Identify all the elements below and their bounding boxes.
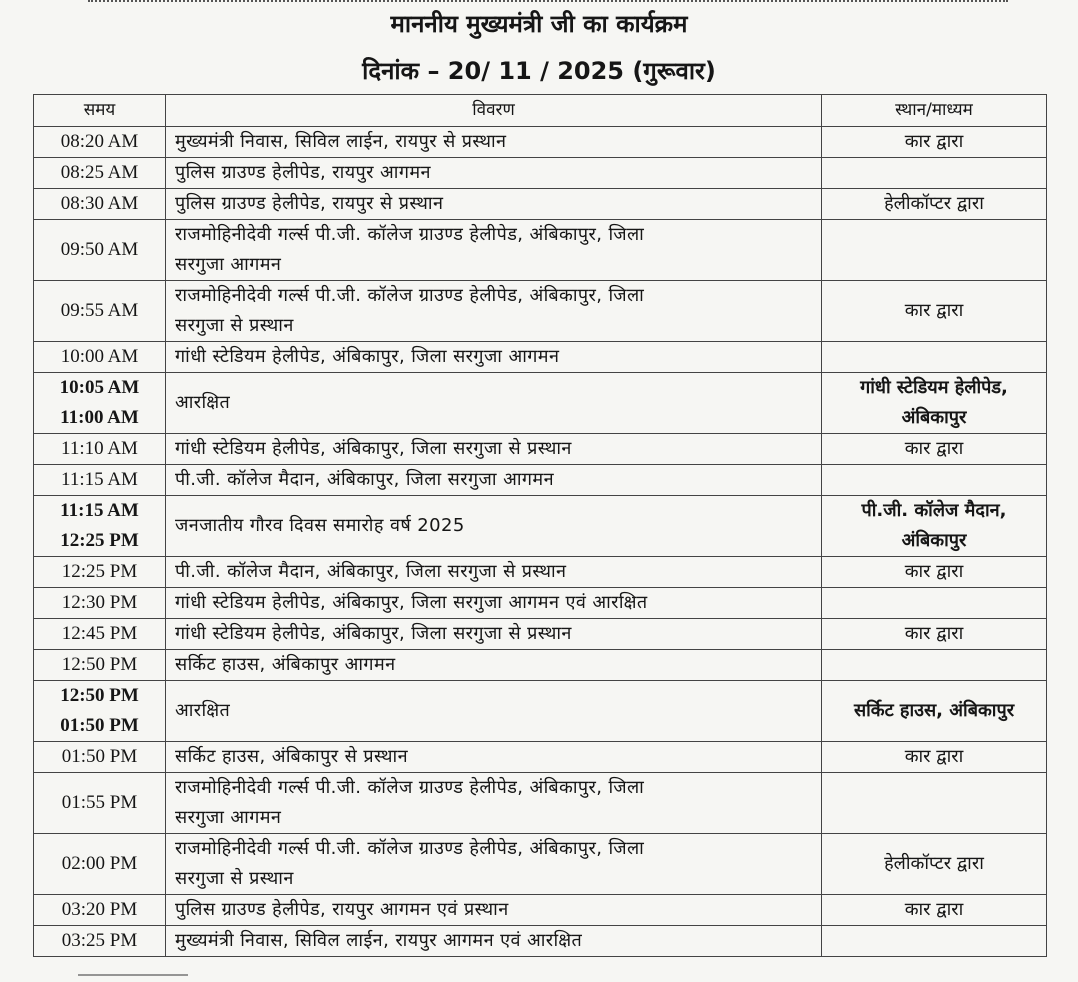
- time-cell: [34, 434, 166, 465]
- description-text: आरक्षित: [175, 700, 231, 721]
- time-cell: [34, 342, 166, 373]
- description-text: आरक्षित: [175, 392, 231, 413]
- place-cell: [822, 926, 1047, 957]
- place-text: कार द्वारा: [904, 561, 964, 582]
- description-cell: [166, 619, 822, 650]
- table-row: [34, 373, 1047, 434]
- time-cell: [34, 895, 166, 926]
- place-cell: [822, 465, 1047, 496]
- place-text: गांधी स्टेडियम हेलीपेड,: [860, 377, 1008, 398]
- description-cell: [166, 557, 822, 588]
- description-text: राजमोहिनीदेवी गर्ल्स पी.जी. कॉलेज ग्राउण्ड हेलीपेड, अंबिकापुर, जिला: [175, 838, 645, 859]
- time-text: 08:25 AM: [60, 162, 139, 183]
- place-cell: [822, 373, 1047, 434]
- time-text: 11:15 AM: [60, 500, 139, 521]
- description-cell: [166, 281, 822, 342]
- place-cell: [822, 127, 1047, 158]
- time-text: 12:45 PM: [61, 623, 138, 644]
- description-cell: [166, 895, 822, 926]
- description-text: पुलिस ग्राउण्ड हेलीपेड, रायपुर से प्रस्थान: [175, 193, 444, 214]
- description-cell: [166, 465, 822, 496]
- description-text: गांधी स्टेडियम हेलीपेड, अंबिकापुर, जिला सरगुजा से प्रस्थान: [175, 623, 572, 644]
- description-text: गांधी स्टेडियम हेलीपेड, अंबिकापुर, जिला सरगुजा आगमन एवं आरक्षित: [175, 592, 648, 613]
- table-row: [34, 465, 1047, 496]
- time-text: 12:25 PM: [60, 530, 139, 551]
- time-cell: [34, 742, 166, 773]
- place-text: कार द्वारा: [904, 131, 964, 152]
- time-cell: [34, 834, 166, 895]
- place-text: कार द्वारा: [904, 438, 964, 459]
- place-cell: [822, 681, 1047, 742]
- place-text: अंबिकापुर: [901, 530, 967, 551]
- top-dotted-rule: [88, 0, 1008, 2]
- time-cell: [34, 158, 166, 189]
- table-row: [34, 342, 1047, 373]
- time-cell: [34, 189, 166, 220]
- description-text: मुख्यमंत्री निवास, सिविल लाईन, रायपुर से प्रस्थान: [175, 131, 507, 152]
- table-row: [34, 496, 1047, 557]
- place-cell: [822, 281, 1047, 342]
- table-row: [34, 588, 1047, 619]
- place-cell: [822, 342, 1047, 373]
- place-text: कार द्वारा: [904, 623, 964, 644]
- place-text: कार द्वारा: [904, 899, 964, 920]
- table-row: [34, 158, 1047, 189]
- description-text: सरगुजा से प्रस्थान: [175, 868, 294, 889]
- place-cell: [822, 742, 1047, 773]
- description-text: सरगुजा आगमन: [175, 807, 282, 828]
- description-cell: [166, 773, 822, 834]
- place-cell: [822, 619, 1047, 650]
- time-cell: [34, 681, 166, 742]
- table-row: [34, 681, 1047, 742]
- time-text: 01:50 PM: [60, 715, 139, 736]
- description-text: सर्किट हाउस, अंबिकापुर से प्रस्थान: [175, 746, 408, 767]
- place-text: हेलीकॉप्टर द्वारा: [884, 193, 984, 214]
- description-text: पुलिस ग्राउण्ड हेलीपेड, रायपुर आगमन: [175, 162, 431, 183]
- description-cell: [166, 650, 822, 681]
- description-text: गांधी स्टेडियम हेलीपेड, अंबिकापुर, जिला सरगुजा से प्रस्थान: [175, 438, 572, 459]
- description-text: पी.जी. कॉलेज मैदान, अंबिकापुर, जिला सरगुजा से प्रस्थान: [175, 561, 567, 582]
- time-cell: [34, 220, 166, 281]
- table-row: [34, 434, 1047, 465]
- place-text: हेलीकॉप्टर द्वारा: [884, 853, 984, 874]
- table-row: [34, 557, 1047, 588]
- time-text: 03:20 PM: [61, 899, 138, 920]
- place-cell: [822, 557, 1047, 588]
- description-text: जनजातीय गौरव दिवस समारोह वर्ष 2025: [175, 515, 465, 536]
- description-text: राजमोहिनीदेवी गर्ल्स पी.जी. कॉलेज ग्राउण्ड हेलीपेड, अंबिकापुर, जिला: [175, 285, 645, 306]
- place-cell: [822, 434, 1047, 465]
- time-text: 10:00 AM: [60, 346, 139, 367]
- table-row: [34, 742, 1047, 773]
- time-cell: [34, 773, 166, 834]
- column-header-description: विवरण: [166, 95, 822, 127]
- description-text: सर्किट हाउस, अंबिकापुर आगमन: [175, 654, 396, 675]
- table-row: [34, 220, 1047, 281]
- time-text: 01:50 PM: [61, 746, 138, 767]
- time-cell: [34, 281, 166, 342]
- description-cell: [166, 681, 822, 742]
- place-text: अंबिकापुर: [901, 407, 967, 428]
- description-cell: [166, 588, 822, 619]
- time-text: 12:50 PM: [60, 685, 139, 706]
- schedule-table: [33, 94, 1047, 957]
- time-text: 12:25 PM: [61, 561, 138, 582]
- time-text: 08:30 AM: [60, 193, 139, 214]
- description-text: पुलिस ग्राउण्ड हेलीपेड, रायपुर आगमन एवं प्रस्थान: [175, 899, 509, 920]
- description-text: राजमोहिनीदेवी गर्ल्स पी.जी. कॉलेज ग्राउण्ड हेलीपेड, अंबिकापुर, जिला: [175, 777, 645, 798]
- time-text: 02:00 PM: [61, 853, 138, 874]
- description-cell: [166, 496, 822, 557]
- description-cell: [166, 342, 822, 373]
- place-cell: [822, 588, 1047, 619]
- description-cell: [166, 127, 822, 158]
- description-cell: [166, 434, 822, 465]
- description-cell: [166, 189, 822, 220]
- table-row: [34, 619, 1047, 650]
- table-row: [34, 127, 1047, 158]
- time-cell: [34, 926, 166, 957]
- time-text: 03:25 PM: [61, 930, 138, 951]
- time-text: 11:15 AM: [61, 469, 138, 490]
- column-header-place: स्थान/माध्यम: [822, 95, 1047, 127]
- time-text: 12:30 PM: [61, 592, 138, 613]
- description-cell: [166, 158, 822, 189]
- time-cell: [34, 465, 166, 496]
- description-text: मुख्यमंत्री निवास, सिविल लाईन, रायपुर आगमन एवं आरक्षित: [175, 930, 583, 951]
- description-cell: [166, 834, 822, 895]
- time-text: 09:50 AM: [60, 239, 139, 260]
- place-cell: [822, 773, 1047, 834]
- place-text: पी.जी. कॉलेज मैदान,: [861, 500, 1007, 521]
- place-text: कार द्वारा: [904, 300, 964, 321]
- place-cell: [822, 189, 1047, 220]
- time-cell: [34, 588, 166, 619]
- description-text: गांधी स्टेडियम हेलीपेड, अंबिकापुर, जिला सरगुजा आगमन: [175, 346, 560, 367]
- time-text: 08:20 AM: [60, 131, 139, 152]
- bottom-cut-rule: [78, 974, 188, 976]
- time-text: 12:50 PM: [61, 654, 138, 675]
- table-row: [34, 895, 1047, 926]
- place-text: सर्किट हाउस, अंबिकापुर: [853, 700, 1015, 721]
- time-text: 01:55 PM: [61, 792, 138, 813]
- table-header-row: [34, 95, 1047, 127]
- time-cell: [34, 127, 166, 158]
- place-cell: [822, 834, 1047, 895]
- description-cell: [166, 926, 822, 957]
- time-text: 11:00 AM: [60, 407, 139, 428]
- table-row: [34, 281, 1047, 342]
- place-cell: [822, 220, 1047, 281]
- time-text: 10:05 AM: [59, 377, 140, 398]
- table-row: [34, 773, 1047, 834]
- time-text: 11:10 AM: [61, 438, 138, 459]
- time-cell: [34, 496, 166, 557]
- description-text: राजमोहिनीदेवी गर्ल्स पी.जी. कॉलेज ग्राउण्ड हेलीपेड, अंबिकापुर, जिला: [175, 224, 645, 245]
- time-cell: [34, 650, 166, 681]
- place-text: कार द्वारा: [904, 746, 964, 767]
- description-cell: [166, 742, 822, 773]
- place-cell: [822, 158, 1047, 189]
- description-text: सरगुजा से प्रस्थान: [175, 315, 294, 336]
- page-title: माननीय मुख्यमंत्री जी का कार्यक्रम: [390, 10, 688, 38]
- table-row: [34, 834, 1047, 895]
- date-line: दिनांक – 20/ 11 / 2025 (गुरूवार): [362, 57, 716, 85]
- place-cell: [822, 650, 1047, 681]
- time-cell: [34, 619, 166, 650]
- table-row: [34, 926, 1047, 957]
- time-cell: [34, 373, 166, 434]
- column-header-time: समय: [34, 95, 166, 127]
- description-cell: [166, 373, 822, 434]
- description-text: पी.जी. कॉलेज मैदान, अंबिकापुर, जिला सरगुजा आगमन: [175, 469, 554, 490]
- table-row: [34, 189, 1047, 220]
- place-cell: [822, 895, 1047, 926]
- description-text: सरगुजा आगमन: [175, 254, 282, 275]
- description-cell: [166, 220, 822, 281]
- table-row: [34, 650, 1047, 681]
- place-cell: [822, 496, 1047, 557]
- time-text: 09:55 AM: [60, 300, 139, 321]
- time-cell: [34, 557, 166, 588]
